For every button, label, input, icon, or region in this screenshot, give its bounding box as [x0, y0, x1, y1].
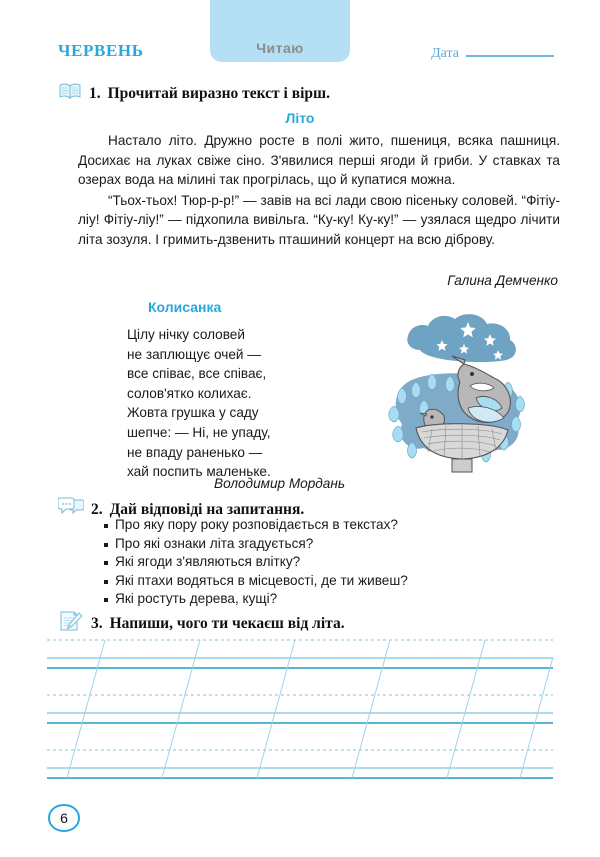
page-number — [47, 803, 81, 833]
question-list — [104, 516, 408, 609]
list-item: Які ростуть дерева, кущі? — [104, 590, 408, 609]
poem-line: солов'ятко колихає. — [127, 385, 252, 401]
list-item: Про які ознаки літа згадується? — [104, 535, 408, 554]
month-title: ЧЕРВЕНЬ — [58, 41, 144, 60]
poem-line: шепче: — Ні, не упаду, — [127, 424, 271, 440]
page-number-text: 6 — [60, 810, 68, 826]
tab-reading[interactable] — [210, 0, 350, 62]
list-item: Які ягоди з'являються влітку? — [104, 553, 408, 572]
nightingale-nest-night-illustration — [372, 312, 547, 477]
date-label: Дата — [431, 46, 459, 61]
poem-line: Жовта грушка у саду — [127, 405, 259, 421]
poem-body — [127, 325, 271, 482]
poem-title: Колисанка — [148, 299, 222, 315]
poem-line: хай поспить маленьке. — [127, 464, 271, 480]
open-book-icon — [58, 82, 82, 105]
speech-bubbles-icon — [58, 497, 84, 522]
story-author: Галина Демченко — [447, 273, 558, 288]
task-2-text: Дай відповіді на запитання. — [109, 500, 305, 518]
date-field[interactable] — [431, 46, 554, 62]
task-2-number: 2. — [91, 500, 103, 518]
task-3-text: Напиши, чого ти чекаєш від літа. — [109, 614, 345, 632]
poem-line: не заплющує очей — — [127, 346, 261, 362]
poem-author: Володимир Мордань — [214, 476, 345, 491]
story-paragraph: Настало літо. Дружно росте в полі жито, пшениця, всяка пашниця. Досихає на луках свіже сіно. З'явилися перші ягоди й гриби. У ставках та озерах вода на мілині так прогрілась, що й купатися можна. — [78, 133, 560, 188]
task-1-heading — [58, 82, 330, 105]
date-blank-line[interactable] — [466, 55, 554, 57]
tab-reading-label: Читаю — [256, 40, 304, 56]
poem-line: не впаду раненько — — [127, 444, 263, 460]
task-1-text: Прочитай виразно текст і вірш. — [107, 84, 330, 102]
task-1-number: 1. — [89, 84, 101, 102]
list-item: Які птахи водяться в місцевості, де ти живеш? — [104, 572, 408, 591]
list-item: Про яку пору року розповідається в текстах? — [104, 516, 408, 535]
story-paragraph: “Тьох-тьох! Тюр-р-р!” — завів на всі лади свою пісеньку соловей. “Фітіу-ліу! Фітіу-ліу!” — підхопила вивільга. “Ку-ку! Ку-ку!” — узялася щедро лічити літа зозуля. І гримить-дзвенить пташиний концерт на всю діброву. — [78, 192, 560, 247]
poem-line: Цілу нічку соловей — [127, 327, 245, 342]
task-3-number: 3. — [91, 614, 103, 632]
poem-line: все співає, все співає, — [127, 366, 267, 382]
handwriting-practice-lines[interactable] — [0, 632, 600, 802]
story-title: Літо — [285, 110, 315, 126]
story-body — [78, 131, 560, 250]
